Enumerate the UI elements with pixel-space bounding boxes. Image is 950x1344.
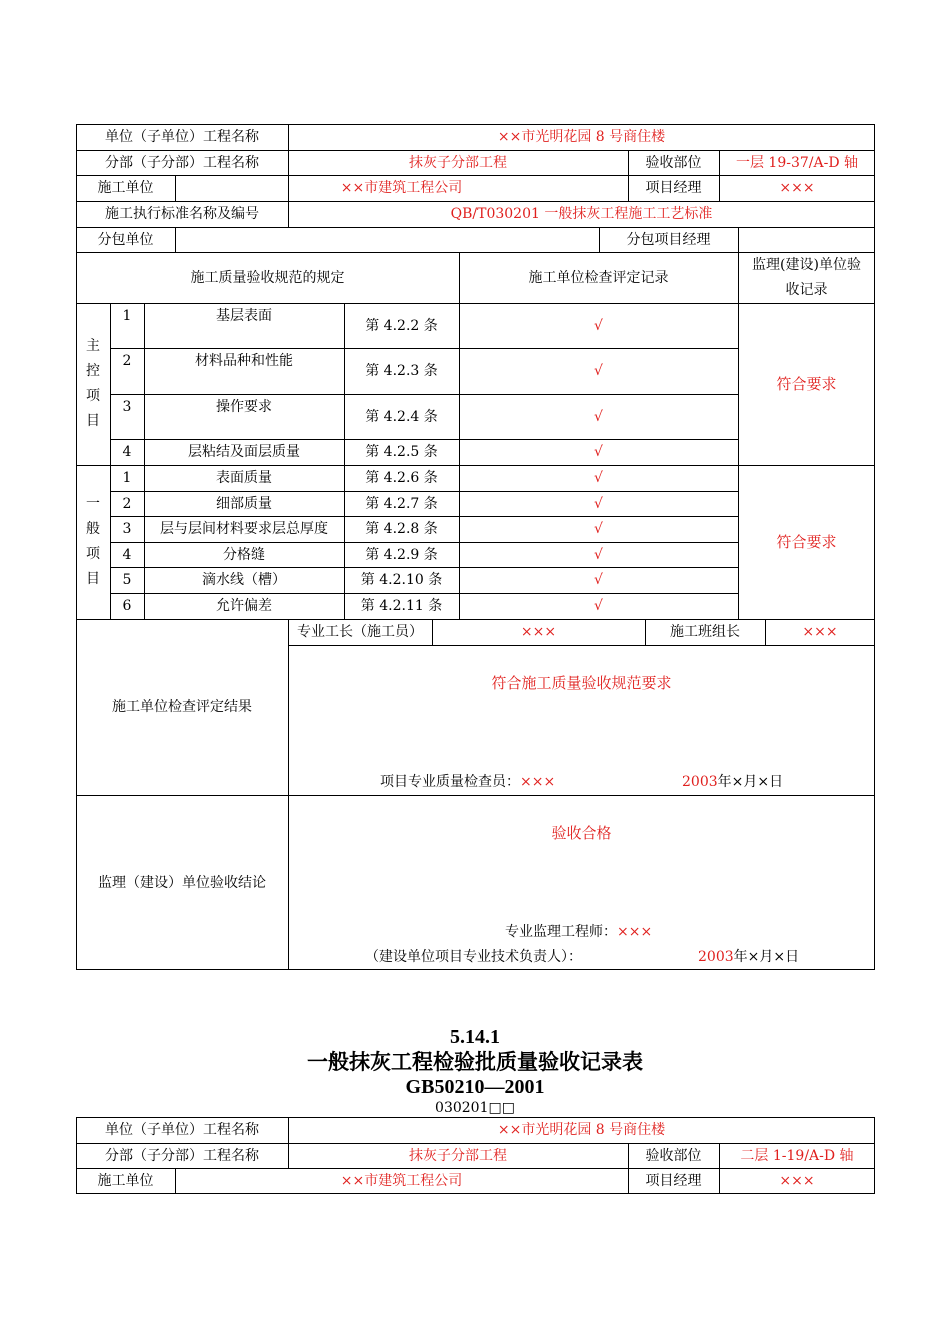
item-name: 表面质量 — [216, 470, 272, 486]
item-no: 3 — [122, 399, 132, 415]
unit-project-value: ××市光明花园 8 号商住楼 — [497, 129, 666, 145]
standard-code: GB50210—2001 — [405, 1076, 545, 1098]
check-result-value: 符合施工质量验收规范要求 — [491, 674, 672, 692]
team-leader-value: ××× — [802, 624, 838, 640]
item-check-mark: √ — [594, 470, 603, 486]
sub-project-value: 抹灰子分部工程 — [409, 154, 507, 171]
supervise-label: 监理（建设）单位验收结论 — [98, 874, 266, 891]
pm-value: ××× — [779, 180, 815, 196]
team-leader-label: 施工班组长 — [670, 624, 740, 640]
accept-part-label: 验收部位 — [645, 154, 702, 171]
item-clause: 第 4.2.5 条 — [365, 444, 438, 460]
inspector-value: ××× — [520, 774, 556, 790]
item-no: 4 — [122, 546, 132, 563]
item-no: 5 — [122, 572, 132, 588]
accept-part-value: 一层 19-37/A-D 轴 — [735, 154, 859, 171]
item-no: 6 — [122, 598, 132, 614]
item-clause: 第 4.2.6 条 — [365, 470, 438, 486]
form-title: 一般抹灰工程检验批质量验收记录表 — [307, 1050, 643, 1074]
group-char: 主 — [86, 338, 100, 354]
sub-project-label: 分部（子分部）工程名称 — [105, 1147, 259, 1164]
item-clause: 第 4.2.4 条 — [365, 408, 438, 425]
sub-project-label: 分部（子分部）工程名称 — [105, 154, 259, 171]
unit-project-label: 单位（子单位）工程名称 — [105, 1122, 259, 1138]
item-no: 3 — [122, 521, 132, 537]
supervise-value: 验收合格 — [551, 824, 612, 842]
item-clause: 第 4.2.9 条 — [365, 546, 438, 563]
foreman-value: ××× — [520, 624, 557, 640]
sub-pm-label: 分包项目经理 — [626, 231, 711, 248]
pm-label: 项目经理 — [645, 180, 702, 196]
inspector-label: 项目专业质量检查员： — [380, 774, 520, 790]
supervise-date-rest: 年×月×日 — [733, 949, 800, 965]
general-group-label — [76, 465, 110, 619]
accept-part-label: 验收部位 — [645, 1147, 702, 1164]
form-number: 030201□□ — [435, 1100, 515, 1116]
subcontract-label: 分包单位 — [97, 231, 154, 248]
group-char: 项 — [86, 546, 100, 562]
supervise-date — [698, 947, 799, 967]
standard-label: 施工执行标准名称及编号 — [105, 206, 259, 222]
item-clause: 第 4.2.10 条 — [360, 572, 443, 588]
item-check-mark: √ — [594, 546, 603, 563]
check-date-year: 2003 — [682, 774, 718, 790]
construct-unit-label: 施工单位 — [97, 1173, 154, 1189]
header-supervise: 监理(建设)单位验收记录 — [752, 256, 861, 298]
check-result-label: 施工单位检查评定结果 — [112, 699, 252, 715]
subcontract-value — [175, 227, 599, 252]
unit-project-value: ××市光明花园 8 号商住楼 — [497, 1122, 666, 1138]
general-supervise-result: 符合要求 — [776, 533, 837, 551]
pm-value: ××× — [779, 1173, 815, 1189]
main-supervise-result: 符合要求 — [776, 375, 837, 393]
check-date-rest: 年×月×日 — [717, 774, 784, 790]
item-check-mark: √ — [594, 521, 603, 537]
engineer-value: ××× — [617, 924, 653, 940]
supervise-date-year: 2003 — [698, 949, 734, 965]
item-name: 允许偏差 — [216, 598, 272, 614]
unit-project-label: 单位（子单位）工程名称 — [105, 129, 259, 145]
group-char: 一 — [86, 496, 100, 512]
standard-value: QB/T030201 一般抹灰工程施工工艺标准 — [450, 206, 713, 222]
item-check-mark: √ — [594, 495, 603, 512]
header-check: 施工单位检查评定记录 — [528, 269, 669, 286]
item-name: 材料品种和性能 — [195, 353, 293, 369]
item-no: 1 — [122, 470, 132, 486]
item-clause: 第 4.2.7 条 — [365, 495, 438, 512]
item-no: 1 — [122, 308, 132, 324]
item-no: 2 — [122, 353, 132, 369]
pm-label: 项目经理 — [645, 1173, 702, 1189]
engineer-label: 专业监理工程师： — [505, 924, 617, 940]
item-check-mark: √ — [594, 363, 603, 379]
item-check-mark: √ — [594, 317, 603, 334]
item-no: 2 — [122, 495, 132, 512]
engineer-signature — [505, 922, 652, 942]
item-clause: 第 4.2.3 条 — [365, 363, 438, 379]
group-char: 控 — [86, 363, 100, 379]
item-clause: 第 4.2.11 条 — [360, 598, 443, 614]
main-group-label — [76, 303, 110, 465]
item-check-mark: √ — [594, 572, 603, 588]
item-clause: 第 4.2.8 条 — [365, 521, 438, 537]
item-name: 操作要求 — [216, 399, 272, 415]
group-char: 般 — [86, 521, 100, 537]
sub-project-value: 抹灰子分部工程 — [409, 1147, 507, 1164]
item-name: 滴水线（槽） — [202, 572, 286, 588]
item-name: 层粘结及面层质量 — [188, 444, 300, 460]
inspector-signature — [380, 772, 555, 792]
construct-unit-value: ××市建筑工程公司 — [340, 1173, 463, 1189]
accept-part-value: 二层 1-19/A-D 轴 — [740, 1147, 854, 1164]
group-char: 项 — [86, 388, 100, 404]
item-check-mark: √ — [594, 598, 603, 614]
group-char: 目 — [86, 571, 100, 587]
item-name: 细部质量 — [216, 495, 272, 512]
check-date — [682, 772, 783, 792]
item-name: 基层表面 — [216, 308, 272, 324]
item-name: 层与层间材料要求层总厚度 — [160, 521, 328, 537]
section-number: 5.14.1 — [450, 1026, 500, 1048]
construct-unit-value: ××市建筑工程公司 — [340, 180, 463, 196]
construct-unit-label: 施工单位 — [97, 180, 154, 196]
sub-pm-value — [738, 227, 875, 252]
foreman-label: 专业工长（施工员） — [297, 624, 423, 640]
item-check-mark: √ — [594, 444, 603, 460]
owner-label: （建设单位项目专业技术负责人）： — [365, 949, 582, 965]
item-check-mark: √ — [594, 408, 603, 425]
item-clause: 第 4.2.2 条 — [365, 317, 438, 334]
item-no: 4 — [122, 444, 132, 460]
header-spec: 施工质量验收规范的规定 — [190, 269, 345, 286]
item-name: 分格缝 — [223, 546, 265, 563]
group-char: 目 — [86, 413, 100, 429]
